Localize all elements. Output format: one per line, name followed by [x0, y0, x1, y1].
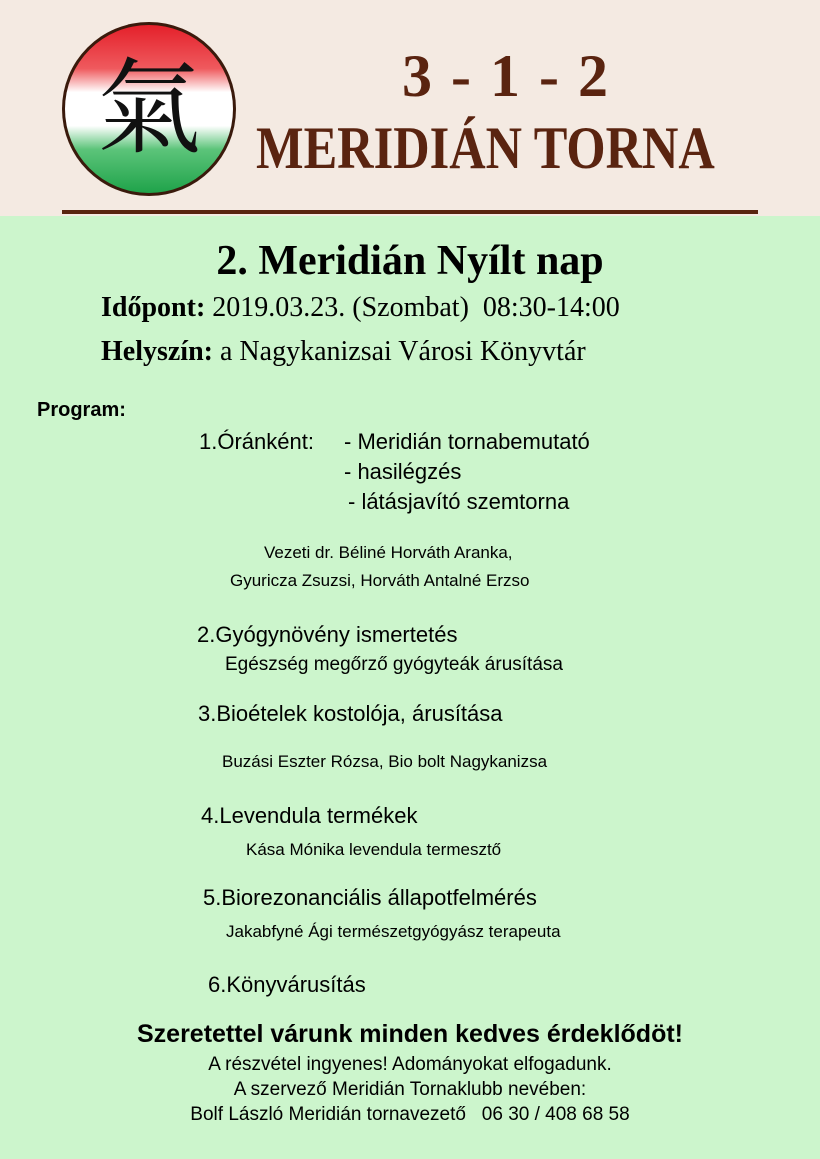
header-divider: [62, 210, 758, 214]
program-item-1-leader: Vezeti dr. Béliné Horváth Aranka,: [264, 543, 513, 562]
footer-line-2: A szervező Meridián Tornaklubb nevében:: [233, 1079, 587, 1100]
program-item-3-title: 3.Bioételek kostolója, árusítása: [198, 701, 503, 726]
footer-contact: Bolf László Meridián tornavezető 06 30 / 408 68 58: [190, 1104, 630, 1125]
program-label: Program:: [37, 399, 126, 421]
program-item-1-leader: Gyuricza Zsuzsi, Horváth Antalné Erzso: [230, 571, 530, 590]
time-label: Időpont:: [101, 292, 206, 323]
title-numbers: 3 - 1 - 2: [402, 43, 610, 109]
time-value: 2019.03.23. (Szombat) 08:30-14:00: [212, 292, 620, 323]
title-meridian-torna: MERIDIÁN TORNA: [256, 115, 715, 181]
place-label: Helyszín:: [101, 336, 213, 367]
program-item-6-title: 6.Könyvárusítás: [208, 972, 366, 997]
program-item-5-sub: Jakabfyné Ági természetgyógyász terapeuta: [226, 922, 561, 941]
program-item-1-line: - hasilégzés: [344, 459, 462, 484]
footer-line-1: A részvétel ingyenes! Adományokat elfogadunk.: [208, 1054, 612, 1075]
event-title: 2. Meridián Nyílt nap: [216, 238, 604, 284]
program-item-5-title: 5.Biorezonanciális állapotfelmérés: [203, 885, 537, 910]
event-place: [101, 334, 586, 370]
place-value: a Nagykanizsai Városi Könyvtár: [220, 336, 586, 367]
welcome-message: Szeretettel várunk minden kedves érdeklődöt!: [136, 1020, 683, 1048]
program-item-4-sub: Kása Mónika levendula termesztő: [246, 840, 502, 859]
program-item-3-sub: Buzási Eszter Rózsa, Bio bolt Nagykanizsa: [222, 752, 548, 771]
qi-character: 氣: [96, 47, 202, 169]
program-item-2-sub: Egészség megőrző gyógyteák árusítása: [225, 654, 563, 675]
program-item-4-title: 4.Levendula termékek: [201, 803, 418, 828]
program-item-1-line: - látásjavító szemtorna: [348, 489, 570, 514]
qi-logo: [60, 20, 238, 198]
program-item-1-line: - Meridián tornabemutató: [344, 429, 590, 454]
program-item-1-label: 1.Óránként:: [199, 429, 314, 454]
program-item-2-title: 2.Gyógynövény ismertetés: [197, 622, 458, 647]
event-time: [101, 290, 620, 326]
